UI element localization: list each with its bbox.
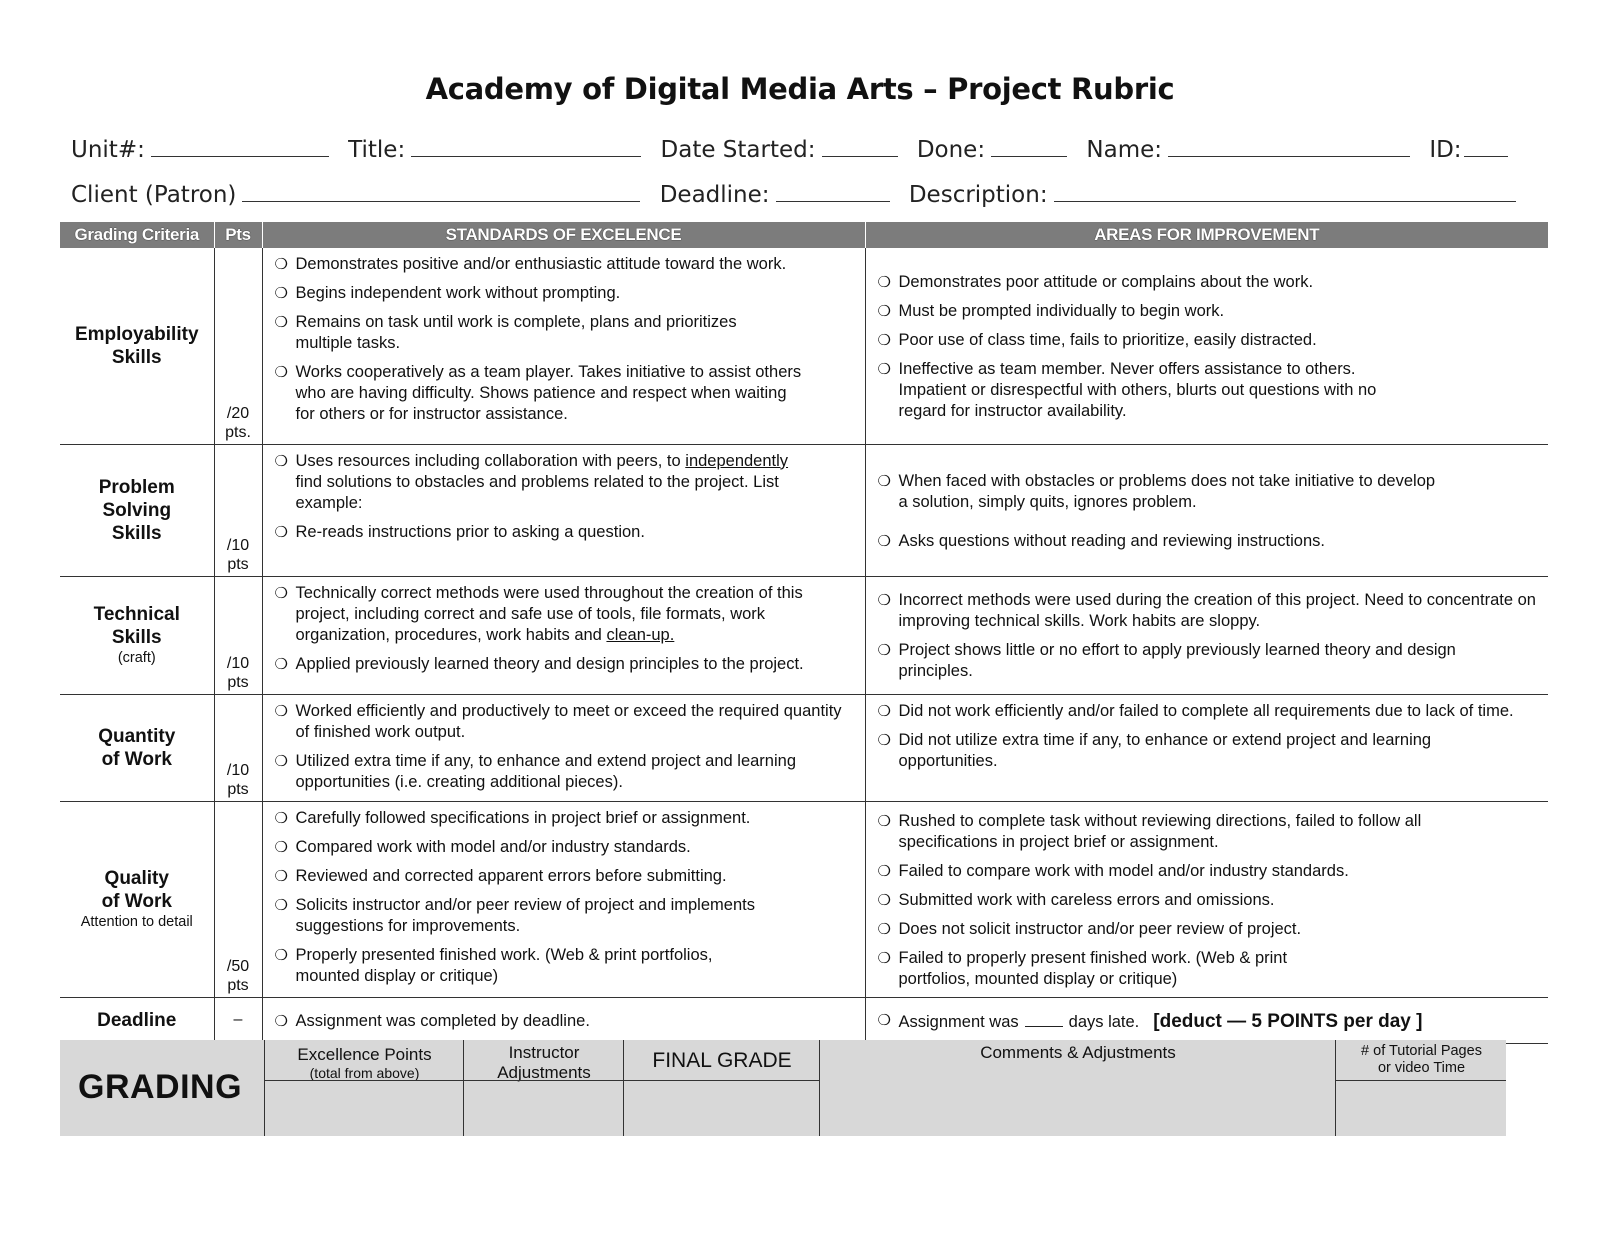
list-item — [275, 451, 855, 514]
bullet-icon: ❍ — [877, 891, 891, 909]
item-text: Does not solicit instructor and/or peer review of project. — [898, 919, 1302, 938]
list-item — [275, 701, 855, 743]
grading-divider — [264, 1080, 819, 1081]
criteria-sub: Attention to detail — [80, 914, 193, 930]
item-text: Did not work efficiently and/or failed to complete all requirements due to lack of time. — [898, 701, 1514, 720]
item-text: Assignment was completed by deadline. — [295, 1011, 590, 1030]
comments-cell — [819, 1040, 1336, 1136]
table-row — [60, 694, 1548, 801]
col-criteria: Grading Criteria — [60, 222, 214, 248]
final-grade-cell — [623, 1040, 820, 1136]
pts-value: /10 — [226, 654, 250, 672]
bullet-icon: ❍ — [274, 838, 288, 856]
list-item — [878, 948, 1539, 990]
bullet-icon: ❍ — [877, 532, 891, 550]
criteria-cell — [60, 444, 214, 576]
bullet-icon: ❍ — [274, 285, 288, 302]
description-label: Description: — [908, 182, 1048, 208]
list-item — [275, 837, 855, 858]
pts-cell — [214, 801, 262, 997]
item-text: Uses resources including collaboration with peers, to independently find solutions to obstacles and problems related to the project. List example: — [295, 451, 789, 512]
pts-cell — [214, 248, 262, 444]
comments-field[interactable] — [820, 1068, 1336, 1136]
deadline-field[interactable] — [776, 181, 890, 202]
criteria-name: of Work — [101, 748, 172, 770]
item-text: Rushed to complete task without reviewing directions, failed to follow all specifications in project brief or assignment. — [898, 811, 1422, 851]
rubric-header-row — [60, 222, 1548, 248]
id-label: ID: — [1429, 137, 1462, 163]
criteria-name: Problem — [98, 476, 175, 498]
client-label: Client (Patron) — [71, 182, 237, 208]
item-text: Demonstrates poor attitude or complains about the work. — [898, 272, 1314, 291]
grading-box — [60, 1040, 1506, 1136]
instructor-label: Instructor — [508, 1043, 580, 1062]
col-improvement: AREAS FOR IMPROVEMENT — [865, 222, 1548, 248]
item-text: Worked efficiently and productively to meet or exceed the required quantity of finished work output. — [295, 701, 842, 741]
pts-unit: pts — [227, 673, 249, 691]
pts-unit: pts — [227, 780, 249, 798]
list-item — [275, 808, 855, 829]
bullet-icon: ❍ — [274, 702, 288, 720]
criteria-cell — [60, 801, 214, 997]
bullet-icon: ❍ — [877, 731, 891, 749]
bullet-icon: ❍ — [274, 364, 288, 381]
days-late-field[interactable] — [1025, 1010, 1063, 1027]
item-text: Submitted work with careless errors and omissions. — [898, 890, 1275, 909]
done-label: Done: — [916, 137, 986, 163]
pts-unit: pts. — [225, 423, 251, 441]
item-text: Works cooperatively as a team player. Takes initiative to assist others who are having difficulty. Shows patience and respect when waiting for others or for instructor assistance. — [295, 363, 802, 423]
criteria-cell — [60, 694, 214, 801]
standards-cell — [262, 694, 865, 801]
standards-cell — [262, 444, 865, 576]
item-text: Failed to compare work with model and/or industry standards. — [898, 861, 1349, 880]
bullet-icon: ❍ — [274, 256, 288, 273]
id-field[interactable] — [1464, 136, 1508, 157]
standards-cell — [262, 248, 865, 444]
item-text: Demonstrates positive and/or enthusiastic attitude toward the work. — [295, 255, 787, 273]
bullet-icon: ❍ — [274, 896, 288, 914]
bullet-icon: ❍ — [877, 642, 891, 659]
list-item — [878, 1010, 1539, 1033]
improvement-cell — [865, 801, 1548, 997]
pts-cell — [214, 576, 262, 694]
deadline-label: Deadline: — [659, 182, 770, 208]
done-field[interactable] — [991, 136, 1067, 157]
item-text: Reviewed and corrected apparent errors before submitting. — [295, 866, 727, 885]
criteria-name: Skills — [111, 346, 162, 368]
improvement-cell — [865, 997, 1548, 1043]
tutorial-pages-field[interactable] — [1336, 1082, 1507, 1136]
improvement-cell — [865, 444, 1548, 576]
list-item — [878, 330, 1539, 351]
criteria-name: Skills — [111, 627, 162, 648]
bullet-icon: ❍ — [877, 702, 891, 720]
pts-cell — [214, 444, 262, 576]
list-item — [275, 583, 855, 646]
criteria-name: Technical — [93, 604, 180, 625]
bullet-icon: ❍ — [877, 331, 891, 349]
description-field[interactable] — [1054, 181, 1516, 202]
rubric-table — [60, 222, 1548, 1044]
bullet-icon: ❍ — [877, 592, 891, 609]
late-suffix: days late. — [1068, 1012, 1140, 1031]
excellence-points-field[interactable] — [265, 1082, 464, 1136]
deduct-note: [deduct — 5 POINTS per day ] — [1153, 1010, 1423, 1032]
item-text: Project shows little or no effort to apply previously learned theory and design principles. — [898, 641, 1456, 680]
tutorial-label: # of Tutorial Pages — [1361, 1043, 1482, 1059]
item-text: Utilized extra time if any, to enhance and extend project and learning opportunities (i.e. creating additional pieces). — [295, 751, 796, 791]
standards-cell — [262, 801, 865, 997]
unit-label: Unit#: — [71, 137, 145, 163]
instructor-adjustments-cell — [463, 1040, 624, 1136]
table-row — [60, 801, 1548, 997]
list-item — [878, 890, 1539, 911]
list-item — [275, 895, 855, 937]
item-text: Remains on task until work is complete, plans and prioritizes multiple tasks. — [295, 313, 737, 352]
item-text: Applied previously learned theory and design principles to the project. — [295, 654, 804, 673]
header-line-2 — [71, 181, 1528, 208]
list-item — [275, 1011, 855, 1032]
late-prefix: Assignment was — [898, 1012, 1019, 1031]
table-row — [60, 444, 1548, 576]
bullet-icon: ❍ — [274, 752, 288, 770]
criteria-name: Solving — [102, 499, 172, 521]
grading-label: GRADING — [78, 1068, 243, 1106]
bullet-icon: ❍ — [877, 812, 891, 830]
bullet-icon: ❍ — [877, 360, 891, 378]
item-text: Did not utilize extra time if any, to enhance or extend project and learning opportunities. — [898, 730, 1432, 770]
comments-label: Comments & Adjustments — [980, 1043, 1176, 1062]
list-item — [878, 861, 1539, 882]
client-field[interactable] — [242, 181, 640, 202]
list-item — [275, 362, 855, 425]
item-text: Carefully followed specifications in project brief or assignment. — [295, 808, 751, 827]
pts-cell: – — [214, 997, 262, 1043]
pts-value: /10 — [226, 761, 250, 779]
list-item — [878, 471, 1539, 513]
bullet-icon: ❍ — [877, 302, 891, 320]
bullet-icon: ❍ — [877, 1011, 891, 1029]
bullet-icon: ❍ — [274, 809, 288, 827]
col-pts: Pts — [214, 222, 262, 248]
list-item — [878, 811, 1539, 853]
emphasis: clean-up. — [606, 625, 675, 644]
list-item — [878, 301, 1539, 322]
grading-divider — [1335, 1080, 1506, 1081]
item-text: Must be prompted individually to begin work. — [898, 301, 1225, 320]
bullet-icon: ❍ — [877, 472, 891, 490]
item-text: When faced with obstacles or problems does not take initiative to develop a solution, simply quits, ignores problem. — [898, 471, 1436, 511]
list-item — [275, 312, 855, 354]
list-item — [275, 522, 855, 543]
item-text: Begins independent work without prompting. — [295, 284, 621, 302]
bullet-icon: ❍ — [877, 862, 891, 880]
list-item — [878, 359, 1539, 422]
criteria-cell — [60, 248, 214, 444]
tutorial-sub: or video Time — [1377, 1060, 1466, 1076]
item-text: Ineffective as team member. Never offers assistance to others. Impatient or disrespectful with others, blurts out questions with no regard for instructor availability. — [898, 359, 1377, 420]
improvement-cell — [865, 248, 1548, 444]
improvement-cell — [865, 694, 1548, 801]
header-line-1 — [71, 136, 1520, 163]
list-item — [275, 866, 855, 887]
instructor-sub: Adjustments — [497, 1063, 591, 1082]
page-title: Academy of Digital Media Arts – Project Rubric — [425, 72, 1175, 106]
name-label: Name: — [1086, 137, 1162, 163]
criteria-name: Quality — [104, 868, 169, 889]
item-text: Asks questions without reading and reviewing instructions. — [898, 531, 1325, 550]
item-text: Re-reads instructions prior to asking a question. — [295, 522, 645, 541]
date-started-field[interactable] — [822, 136, 898, 157]
bullet-icon: ❍ — [274, 1012, 288, 1030]
list-item — [878, 730, 1539, 772]
standards-cell — [262, 576, 865, 694]
unit-field[interactable] — [151, 136, 329, 157]
list-item — [878, 701, 1539, 722]
deadline-row — [60, 997, 1548, 1043]
item-text: Solicits instructor and/or peer review of project and implements suggestions for improvements. — [295, 895, 755, 935]
criteria-name: Deadline — [97, 1009, 177, 1031]
item-text: Failed to properly present finished work. (Web & print portfolios, mounted display or critique) — [898, 948, 1288, 988]
criteria-name: Quantity — [98, 725, 176, 747]
list-item — [275, 751, 855, 793]
list-item — [275, 283, 855, 304]
emphasis: independently — [685, 451, 789, 470]
item-text: Incorrect methods were used during the creation of this project. Need to concentrate on improving technical skills. Work habits are sloppy. — [898, 591, 1536, 630]
list-item — [878, 590, 1539, 632]
table-row — [60, 576, 1548, 694]
bullet-icon: ❍ — [274, 946, 288, 964]
list-item — [275, 654, 855, 675]
col-standards: STANDARDS OF EXCELENCE — [262, 222, 865, 248]
excellence-sub: (total from above) — [309, 1065, 420, 1081]
item-text: Properly presented finished work. (Web & print portfolios, mounted display or critique) — [295, 945, 713, 985]
pts-unit: pts — [227, 555, 249, 573]
item-text: Poor use of class time, fails to prioritize, easily distracted. — [898, 330, 1317, 349]
criteria-name: Employability — [74, 323, 199, 345]
bullet-icon: ❍ — [877, 949, 891, 967]
list-item — [878, 640, 1539, 682]
list-item — [275, 945, 855, 987]
title-label: Title: — [348, 137, 406, 163]
table-row — [60, 248, 1548, 444]
excellence-points-cell — [264, 1040, 464, 1136]
bullet-icon: ❍ — [274, 452, 288, 470]
pts-value: /10 — [226, 536, 250, 554]
list-item — [878, 272, 1539, 293]
title-field[interactable] — [411, 136, 641, 157]
pts-unit: pts — [227, 976, 249, 994]
item-text: Compared work with model and/or industry standards. — [295, 837, 691, 856]
pts-value: /50 — [226, 957, 250, 975]
bullet-icon: ❍ — [274, 314, 288, 331]
name-field[interactable] — [1168, 136, 1410, 157]
excellence-label: Excellence Points — [297, 1045, 432, 1064]
tutorial-pages-cell — [1335, 1040, 1507, 1136]
bullet-icon: ❍ — [274, 584, 288, 602]
improvement-cell — [865, 576, 1548, 694]
criteria-name: Skills — [111, 522, 162, 544]
date-started-label: Date Started: — [660, 137, 816, 163]
criteria-cell — [60, 576, 214, 694]
criteria-sub: (craft) — [117, 650, 156, 666]
list-item — [878, 919, 1539, 940]
list-item — [878, 531, 1539, 552]
bullet-icon: ❍ — [274, 867, 288, 885]
criteria-cell — [60, 997, 214, 1043]
list-item — [275, 254, 855, 275]
pts-value: /20 — [226, 404, 250, 422]
final-grade-field[interactable] — [624, 1082, 820, 1136]
instructor-adjustments-field[interactable] — [464, 1082, 624, 1136]
bullet-icon: ❍ — [877, 920, 891, 938]
bullet-icon: ❍ — [274, 655, 288, 673]
pts-cell — [214, 694, 262, 801]
bullet-icon: ❍ — [274, 523, 288, 541]
criteria-name: of Work — [101, 891, 172, 912]
item-text: Technically correct methods were used throughout the creation of this project, including correct and safe use of tools, file formats, work organization, procedures, work habits and clean-up. — [295, 583, 803, 644]
final-grade-label: FINAL GRADE — [652, 1049, 792, 1072]
bullet-icon: ❍ — [877, 273, 891, 291]
standards-cell — [262, 997, 865, 1043]
